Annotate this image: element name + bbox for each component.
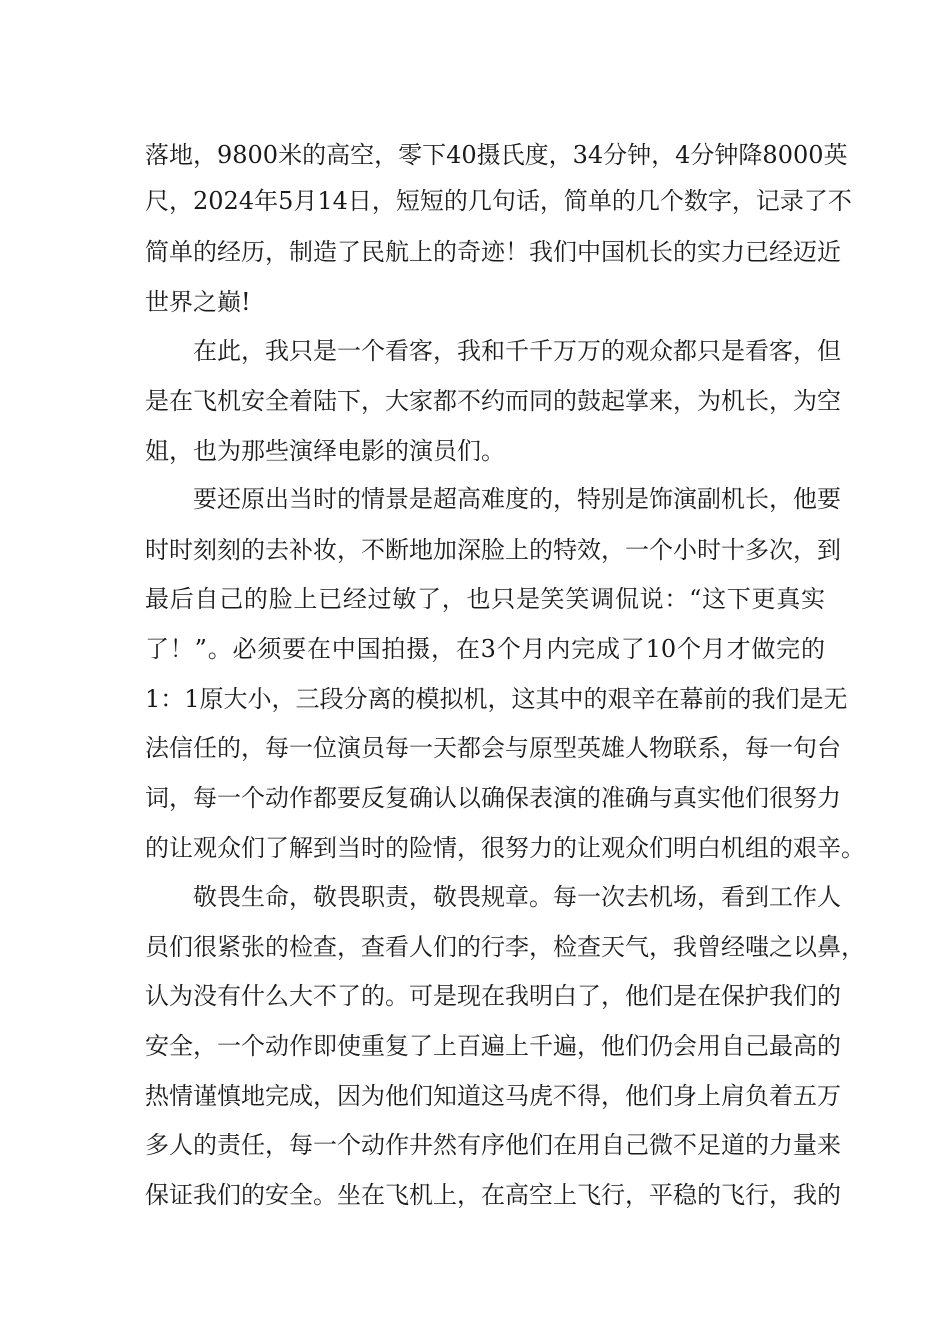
text-line: 的让观众们了解到当时的险情，很努力的让观众们明白机组的艰辛。: [145, 834, 865, 862]
text-line: 姐，也为那些演绎电影的演员们。: [145, 437, 505, 465]
text-line: 在此，我只是一个看客，我和千千万万的观众都只是看客，但: [193, 337, 841, 365]
text-line: 是在飞机安全着陆下，大家都不约而同的鼓起掌来，为机长，为空: [145, 387, 841, 415]
text-line: 尺，2024年5月14日，短短的几句话，简单的几个数字，记录了不: [145, 187, 852, 215]
text-line: 了！”。必须要在中国拍摄，在3个月内完成了10个月才做完的: [145, 635, 825, 663]
text-line: 要还原出当时的情景是超高难度的，特别是饰演副机长，他要: [193, 485, 841, 513]
text-line: 最后自己的脸上已经过敏了，也只是笑笑调侃说：“这下更真实: [145, 585, 825, 613]
text-line: 词，每一个动作都要反复确认以确保表演的准确与真实他们很努力: [145, 784, 841, 812]
text-line: 简单的经历，制造了民航上的奇迹！我们中国机长的实力已经迈近: [145, 238, 841, 266]
text-line: 安全，一个动作即使重复了上百遍上千遍，他们仍会用自己最高的: [145, 1032, 841, 1060]
text-line: 1：1原大小，三段分离的模拟机，这其中的艰辛在幕前的我们是无: [145, 685, 848, 713]
text-line: 法信任的，每一位演员每一天都会与原型英雄人物联系，每一句台: [145, 734, 841, 762]
text-line: 认为没有什么大不了的。可是现在我明白了，他们是在保护我们的: [145, 982, 841, 1010]
text-line: 员们很紧张的检查，查看人们的行李，检查天气，我曾经嗤之以鼻，: [145, 933, 865, 961]
text-line: 世界之巅!: [145, 288, 251, 316]
text-line: 热情谨慎地完成，因为他们知道这马虎不得，他们身上肩负着五万: [145, 1082, 841, 1110]
text-line: 落地，9800米的高空，零下40摄氏度，34分钟，4分钟降8000英: [145, 141, 848, 169]
text-line: 敬畏生命，敬畏职责，敬畏规章。每一次去机场，看到工作人: [193, 883, 841, 911]
text-line: 保证我们的安全。坐在飞机上，在高空上飞行，平稳的飞行，我的: [145, 1181, 841, 1209]
text-line: 多人的责任，每一个动作井然有序他们在用自己微不足道的力量来: [145, 1131, 841, 1159]
text-line: 时时刻刻的去补妆，不断地加深脸上的特效，一个小时十多次，到: [145, 536, 841, 564]
